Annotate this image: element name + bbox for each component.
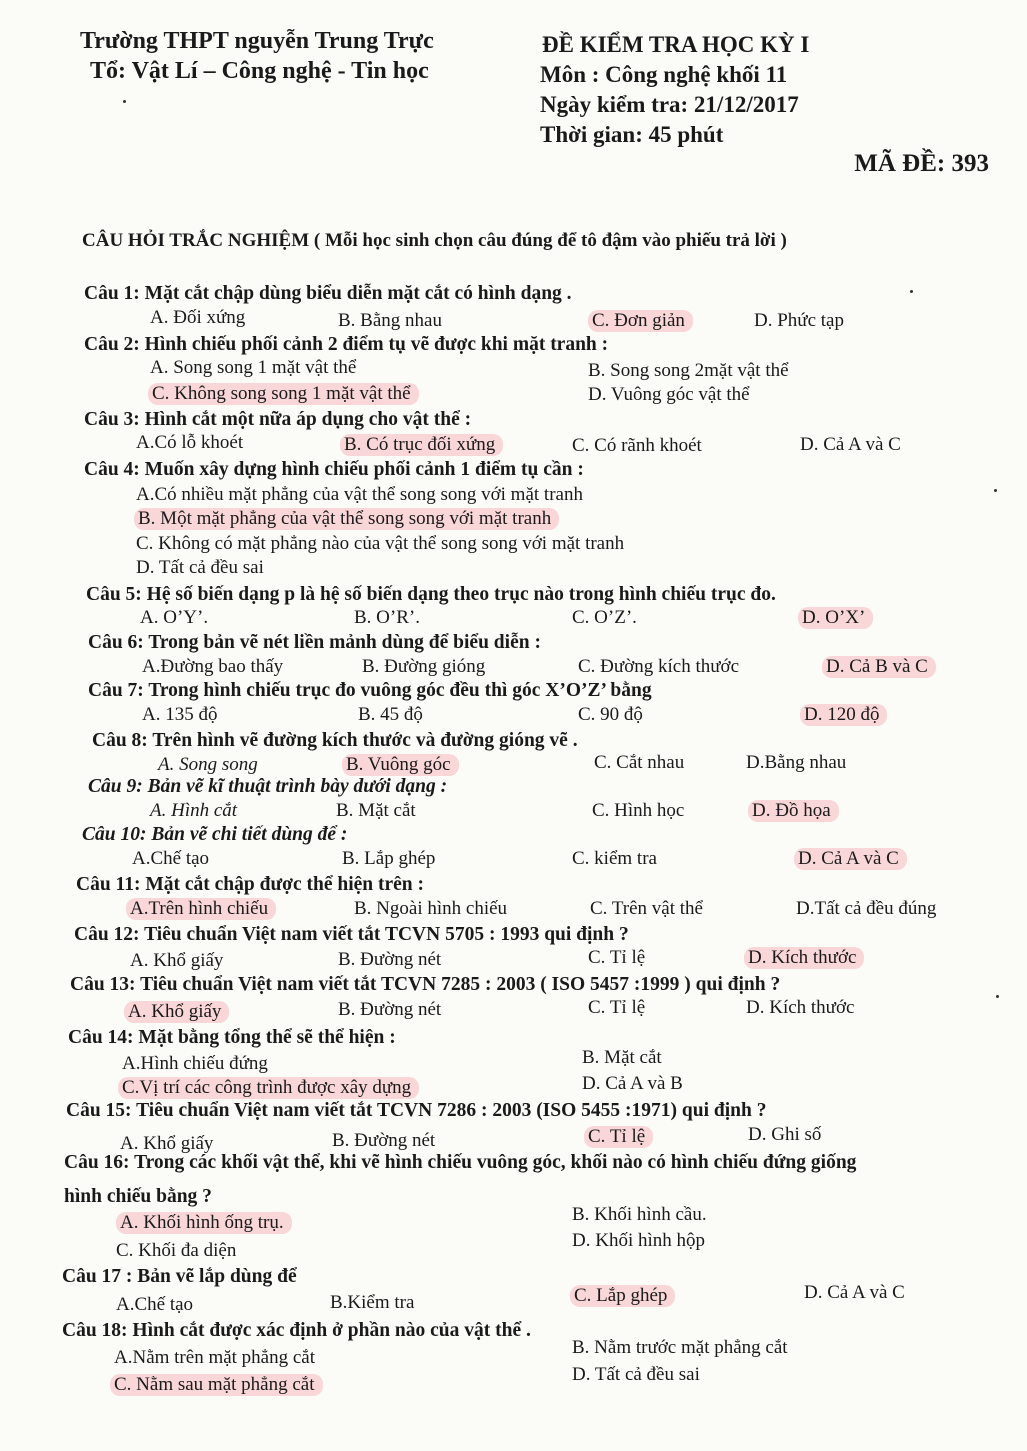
q4-option-d: D. Tất cả đều sai bbox=[136, 557, 264, 578]
question-8: Câu 8: Trên hình vẽ đường kích thước và đường gióng vẽ . bbox=[92, 730, 578, 751]
q13-option-a: A. Khổ giấy bbox=[124, 1001, 229, 1023]
q8-option-c: C. Cắt nhau bbox=[594, 752, 685, 773]
q2-option-d: D. Vuông góc vật thể bbox=[588, 384, 750, 405]
question-1: Câu 1: Mặt cắt chập dùng biểu diễn mặt cắt có hình dạng . bbox=[84, 283, 572, 304]
q15-option-c: C. Tỉ lệ bbox=[584, 1126, 653, 1148]
q7-option-b: B. 45 độ bbox=[358, 704, 423, 725]
q7-option-a: A. 135 độ bbox=[142, 704, 218, 725]
q2-option-a: A. Song song 1 mặt vật thể bbox=[150, 357, 357, 378]
scan-speck bbox=[996, 995, 999, 998]
q2-option-b: B. Song song 2mặt vật thể bbox=[588, 360, 789, 381]
q7-option-c: C. 90 độ bbox=[578, 704, 643, 725]
question-16: Câu 16: Trong các khối vật thể, khi vẽ hình chiếu vuông góc, khối nào có hình chiếu đứng giống bbox=[64, 1152, 857, 1173]
q14-option-d: D. Cả A và B bbox=[582, 1073, 683, 1094]
q5-option-c: C. O’Z’. bbox=[572, 607, 637, 628]
exam-title: ĐỀ KIỂM TRA HỌC KỲ I bbox=[542, 32, 810, 57]
question-6: Câu 6: Trong bản vẽ nét liền mảnh dùng để biểu diễn : bbox=[88, 632, 541, 653]
q4-option-a: A.Có nhiều mặt phẳng của vật thể song song với mặt tranh bbox=[136, 484, 583, 505]
q3-option-a: A.Có lỗ khoét bbox=[136, 432, 244, 453]
q12-option-c: C. Tỉ lệ bbox=[588, 947, 646, 968]
question-12: Câu 12: Tiêu chuẩn Việt nam viết tắt TCVN 5705 : 1993 qui định ? bbox=[74, 924, 629, 945]
q6-option-d: D. Cả B và C bbox=[822, 656, 936, 678]
q17-option-c: C. Lắp ghép bbox=[570, 1285, 675, 1307]
question-13: Câu 13: Tiêu chuẩn Việt nam viết tắt TCVN 7285 : 2003 ( ISO 5457 :1999 ) qui định ? bbox=[70, 974, 781, 995]
question-18: Câu 18: Hình cắt được xác định ở phần nào của vật thể . bbox=[62, 1320, 531, 1341]
exam-date: Ngày kiểm tra: 21/12/2017 bbox=[540, 92, 799, 117]
header-right bbox=[540, 30, 809, 150]
q11-option-c: C. Trên vật thể bbox=[590, 898, 703, 919]
q16-option-c: C. Khối đa diện bbox=[116, 1240, 237, 1261]
question-14: Câu 14: Mặt bằng tổng thể sẽ thể hiện : bbox=[68, 1027, 396, 1048]
q10-option-d: D. Cả A và C bbox=[794, 848, 907, 870]
q4-option-b: B. Một mặt phẳng của vật thể song song với mặt tranh bbox=[134, 508, 559, 530]
q16-option-d: D. Khối hình hộp bbox=[572, 1230, 705, 1251]
q18-option-b: B. Nằm trước mặt phẳng cắt bbox=[572, 1337, 788, 1358]
header-left bbox=[80, 26, 434, 86]
q1-option-a: A. Đối xứng bbox=[150, 307, 246, 328]
q1-option-d: D. Phức tạp bbox=[754, 310, 844, 331]
question-5: Câu 5: Hệ số biến dạng p là hệ số biến dạng theo trục nào trong hình chiếu trục đo. bbox=[86, 584, 776, 605]
subject: Môn : Công nghệ khối 11 bbox=[540, 62, 788, 87]
q10-option-a: A.Chế tạo bbox=[132, 848, 210, 869]
question-15: Câu 15: Tiêu chuẩn Việt nam viết tắt TCVN 7286 : 2003 (ISO 5455 :1971) qui định ? bbox=[66, 1100, 767, 1121]
q6-option-c: C. Đường kích thước bbox=[578, 656, 740, 677]
q15-option-a: A. Khổ giấy bbox=[120, 1133, 214, 1154]
question-17: Câu 17 : Bản vẽ lắp dùng để bbox=[62, 1266, 297, 1287]
q3-option-c: C. Có rãnh khoét bbox=[572, 435, 702, 456]
q11-option-a: A.Trên hình chiếu bbox=[126, 898, 276, 920]
school-name: Trường THPT nguyễn Trung Trực bbox=[80, 28, 434, 54]
q3-option-b: B. Có trục đối xứng bbox=[340, 434, 503, 456]
q10-option-c: C. kiểm tra bbox=[572, 848, 657, 869]
q8-option-d: D.Bằng nhau bbox=[746, 752, 847, 773]
q15-option-d: D. Ghi số bbox=[748, 1124, 822, 1145]
q18-option-c: C. Nằm sau mặt phẳng cắt bbox=[110, 1374, 323, 1396]
q10-option-b: B. Lắp ghép bbox=[342, 848, 436, 869]
question-4: Câu 4: Muốn xây dựng hình chiếu phối cảnh 1 điểm tụ cần : bbox=[84, 459, 584, 480]
q9-option-c: C. Hình học bbox=[592, 800, 685, 821]
q9-option-d: D. Đồ họa bbox=[748, 800, 839, 822]
q3-option-d: D. Cả A và C bbox=[800, 434, 901, 455]
q17-option-d: D. Cả A và C bbox=[804, 1282, 905, 1303]
q1-option-c: C. Đơn giản bbox=[588, 310, 693, 332]
question-16-cont: hình chiếu bằng ? bbox=[64, 1186, 212, 1207]
exam-duration: Thời gian: 45 phút bbox=[540, 122, 724, 147]
q17-option-a: A.Chế tạo bbox=[116, 1294, 194, 1315]
question-11: Câu 11: Mặt cắt chập được thể hiện trên : bbox=[76, 874, 425, 895]
q16-option-a: A. Khối hình ống trụ. bbox=[116, 1212, 292, 1234]
q18-option-a: A.Nằm trên mặt phẳng cắt bbox=[114, 1347, 316, 1368]
q12-option-a: A. Khổ giấy bbox=[130, 950, 224, 971]
q16-option-b: B. Khối hình cầu. bbox=[572, 1204, 707, 1225]
question-10: Câu 10: Bản vẽ chi tiết dùng để : bbox=[82, 824, 348, 845]
q9-option-b: B. Mặt cắt bbox=[336, 800, 416, 821]
scan-speck bbox=[123, 100, 126, 103]
q11-option-d: D.Tất cả đều đúng bbox=[796, 898, 937, 919]
question-3: Câu 3: Hình cắt một nữa áp dụng cho vật thể : bbox=[84, 409, 472, 430]
question-2: Câu 2: Hình chiếu phối cảnh 2 điểm tụ vẽ được khi mặt tranh : bbox=[84, 334, 609, 355]
q6-option-b: B. Đường gióng bbox=[362, 656, 486, 677]
department-name: Tổ: Vật Lí – Công nghệ - Tin học bbox=[90, 58, 429, 84]
q13-option-b: B. Đường nét bbox=[338, 999, 442, 1020]
q9-option-a: A. Hình cắt bbox=[150, 800, 238, 821]
exam-code: MÃ ĐỀ: 393 bbox=[854, 150, 989, 177]
q5-option-a: A. O’Y’. bbox=[140, 607, 209, 628]
q13-option-d: D. Kích thước bbox=[746, 997, 855, 1018]
q6-option-a: A.Đường bao thấy bbox=[142, 656, 284, 677]
q15-option-b: B. Đường nét bbox=[332, 1130, 436, 1151]
scan-speck bbox=[994, 489, 997, 492]
q7-option-d: D. 120 độ bbox=[800, 704, 887, 726]
scan-speck bbox=[910, 290, 913, 293]
q18-option-d: D. Tất cả đều sai bbox=[572, 1364, 700, 1385]
q13-option-c: C. Tỉ lệ bbox=[588, 997, 646, 1018]
q14-option-b: B. Mặt cắt bbox=[582, 1047, 662, 1068]
section-title: CÂU HỎI TRẮC NGHIỆM ( Mỗi học sinh chọn câu đúng để tô đậm vào phiếu trả lời ) bbox=[82, 230, 787, 251]
q1-option-b: B. Bằng nhau bbox=[338, 310, 442, 331]
q2-option-c: C. Không song song 1 mặt vật thể bbox=[148, 383, 419, 405]
q17-option-b: B.Kiểm tra bbox=[330, 1292, 415, 1313]
q8-option-a: A. Song song bbox=[158, 754, 258, 775]
question-7: Câu 7: Trong hình chiếu trục đo vuông góc đều thì góc X’O’Z’ bằng bbox=[88, 680, 652, 701]
q11-option-b: B. Ngoài hình chiếu bbox=[354, 898, 508, 919]
q14-option-a: A.Hình chiếu đứng bbox=[122, 1053, 268, 1074]
q12-option-d: D. Kích thước bbox=[744, 947, 864, 969]
q8-option-b: B. Vuông góc bbox=[342, 754, 459, 776]
q5-option-d: D. O’X’ bbox=[798, 607, 873, 629]
q14-option-c: C.Vị trí các công trình được xây dựng bbox=[118, 1077, 419, 1099]
q4-option-c: C. Không có mặt phẳng nào của vật thể song song với mặt tranh bbox=[136, 533, 625, 554]
question-9: Câu 9: Bản vẽ kĩ thuật trình bày dưới dạng : bbox=[88, 776, 448, 797]
q5-option-b: B. O’R’. bbox=[354, 607, 420, 628]
q12-option-b: B. Đường nét bbox=[338, 949, 442, 970]
